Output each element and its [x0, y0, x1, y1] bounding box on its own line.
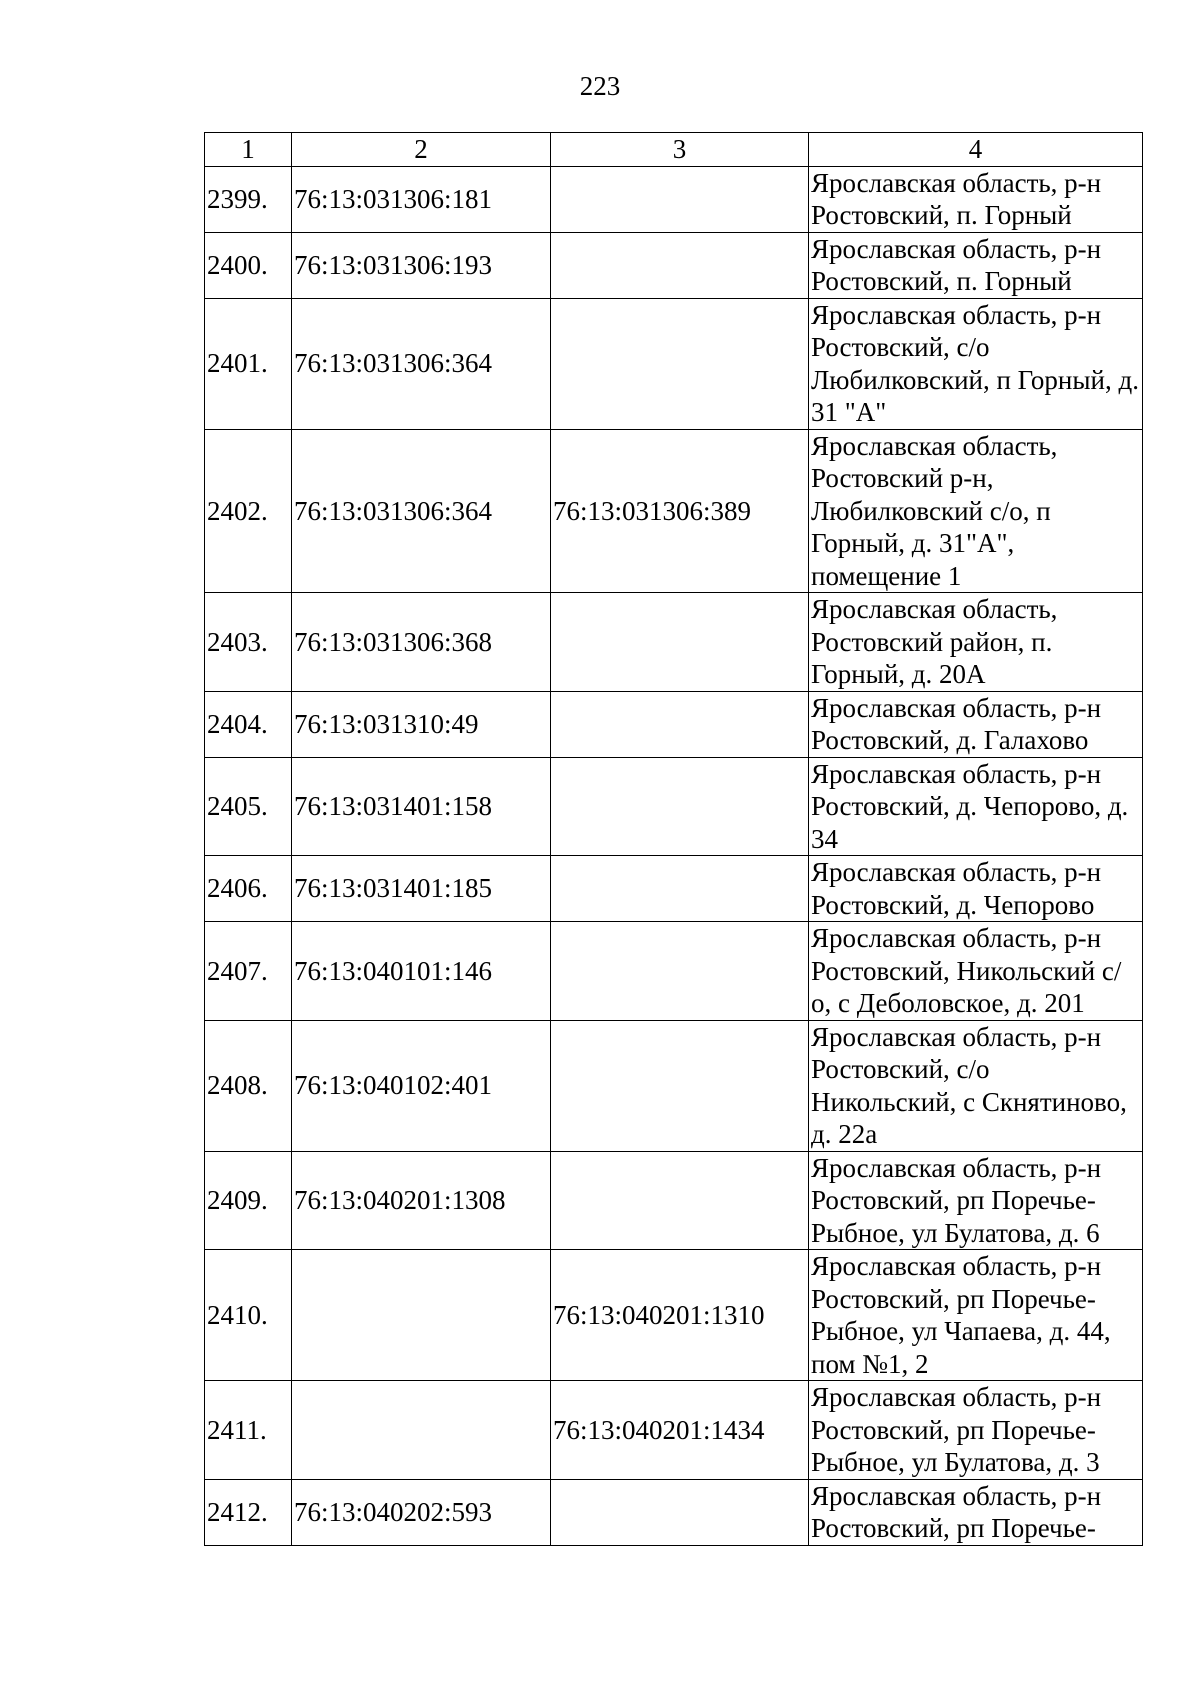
cadastral-number-cell: 76:13:031306:364: [292, 429, 551, 593]
cadastral-number-cell: 76:13:040101:146: [292, 922, 551, 1021]
related-cadastral-number-cell: [551, 1151, 809, 1250]
address-cell: Ярославская область, р-н Ростовский, рп Поречье-Рыбное, ул Булатова, д. 6: [809, 1151, 1143, 1250]
row-number-cell: 2407.: [205, 922, 292, 1021]
table-row: [205, 232, 1143, 298]
address-cell: Ярославская область, р-н Ростовский, п. Горный: [809, 166, 1143, 232]
row-number-cell: 2399.: [205, 166, 292, 232]
related-cadastral-number-cell: [551, 232, 809, 298]
cadastral-number-cell: 76:13:031401:185: [292, 856, 551, 922]
related-cadastral-number-cell: [551, 593, 809, 692]
table-row: [205, 922, 1143, 1021]
related-cadastral-number-cell: [551, 166, 809, 232]
address-cell: Ярославская область, р-н Ростовский, Никольский с/о, с Деболовское, д. 201: [809, 922, 1143, 1021]
cadastral-number-cell: 76:13:040202:593: [292, 1479, 551, 1545]
related-cadastral-number-cell: [551, 922, 809, 1021]
table-row: [205, 757, 1143, 856]
cadastral-number-cell: 76:13:031306:181: [292, 166, 551, 232]
header-col-2: 2: [292, 133, 551, 167]
table-row: [205, 429, 1143, 593]
cadastral-number-cell: [292, 1250, 551, 1381]
row-number-cell: 2403.: [205, 593, 292, 692]
row-number-cell: 2411.: [205, 1381, 292, 1480]
cadastral-number-cell: 76:13:031306:364: [292, 298, 551, 429]
related-cadastral-number-cell: [551, 691, 809, 757]
row-number-cell: 2405.: [205, 757, 292, 856]
table-row: [205, 1151, 1143, 1250]
address-cell: Ярославская область, р-н Ростовский, с/о Любилковский, п Горный, д. 31 "А": [809, 298, 1143, 429]
related-cadastral-number-cell: [551, 1479, 809, 1545]
table-row: [205, 593, 1143, 692]
address-cell: Ярославская область, Ростовский район, п. Горный, д. 20А: [809, 593, 1143, 692]
table-row: [205, 1020, 1143, 1151]
related-cadastral-number-cell: 76:13:040201:1434: [551, 1381, 809, 1480]
table-row: [205, 166, 1143, 232]
address-cell: Ярославская область, р-н Ростовский, с/о Никольский, с Скнятиново, д. 22а: [809, 1020, 1143, 1151]
table-body: [205, 166, 1143, 1545]
table-row: [205, 1381, 1143, 1480]
header-col-4: 4: [809, 133, 1143, 167]
cadastral-number-cell: 76:13:040102:401: [292, 1020, 551, 1151]
address-cell: Ярославская область, р-н Ростовский, рп Поречье-Рыбное, ул Чапаева, д. 44, пом №1, 2: [809, 1250, 1143, 1381]
table-row: [205, 298, 1143, 429]
table-row: [205, 691, 1143, 757]
table-row: [205, 1250, 1143, 1381]
row-number-cell: 2408.: [205, 1020, 292, 1151]
address-cell: Ярославская область, р-н Ростовский, д. Чепорово: [809, 856, 1143, 922]
row-number-cell: 2400.: [205, 232, 292, 298]
row-number-cell: 2412.: [205, 1479, 292, 1545]
address-cell: Ярославская область, р-н Ростовский, п. Горный: [809, 232, 1143, 298]
related-cadastral-number-cell: 76:13:040201:1310: [551, 1250, 809, 1381]
header-row: [205, 133, 1143, 167]
cadastral-number-cell: 76:13:040201:1308: [292, 1151, 551, 1250]
related-cadastral-number-cell: [551, 1020, 809, 1151]
related-cadastral-number-cell: 76:13:031306:389: [551, 429, 809, 593]
header-col-1: 1: [205, 133, 292, 167]
row-number-cell: 2401.: [205, 298, 292, 429]
row-number-cell: 2410.: [205, 1250, 292, 1381]
related-cadastral-number-cell: [551, 856, 809, 922]
registry-table: [204, 132, 1143, 1546]
related-cadastral-number-cell: [551, 298, 809, 429]
table-header: [205, 133, 1143, 167]
cadastral-number-cell: [292, 1381, 551, 1480]
page-number: 223: [579, 71, 621, 101]
address-cell: Ярославская область, р-н Ростовский, рп Поречье-Рыбное, ул Булатова, д. 3: [809, 1381, 1143, 1480]
address-cell: Ярославская область, р-н Ростовский, д. Чепорово, д. 34: [809, 757, 1143, 856]
header-col-3: 3: [551, 133, 809, 167]
address-cell: Ярославская область, р-н Ростовский, д. Галахово: [809, 691, 1143, 757]
address-cell: Ярославская область, Ростовский р-н, Любилковский с/о, п Горный, д. 31"А", помещение 1: [809, 429, 1143, 593]
row-number-cell: 2402.: [205, 429, 292, 593]
row-number-cell: 2409.: [205, 1151, 292, 1250]
table-row: [205, 1479, 1143, 1545]
related-cadastral-number-cell: [551, 757, 809, 856]
address-cell: Ярославская область, р-н Ростовский, рп Поречье-: [809, 1479, 1143, 1545]
cadastral-number-cell: 76:13:031306:368: [292, 593, 551, 692]
cadastral-number-cell: 76:13:031306:193: [292, 232, 551, 298]
row-number-cell: 2406.: [205, 856, 292, 922]
cadastral-number-cell: 76:13:031401:158: [292, 757, 551, 856]
cadastral-number-cell: 76:13:031310:49: [292, 691, 551, 757]
table-row: [205, 856, 1143, 922]
row-number-cell: 2404.: [205, 691, 292, 757]
